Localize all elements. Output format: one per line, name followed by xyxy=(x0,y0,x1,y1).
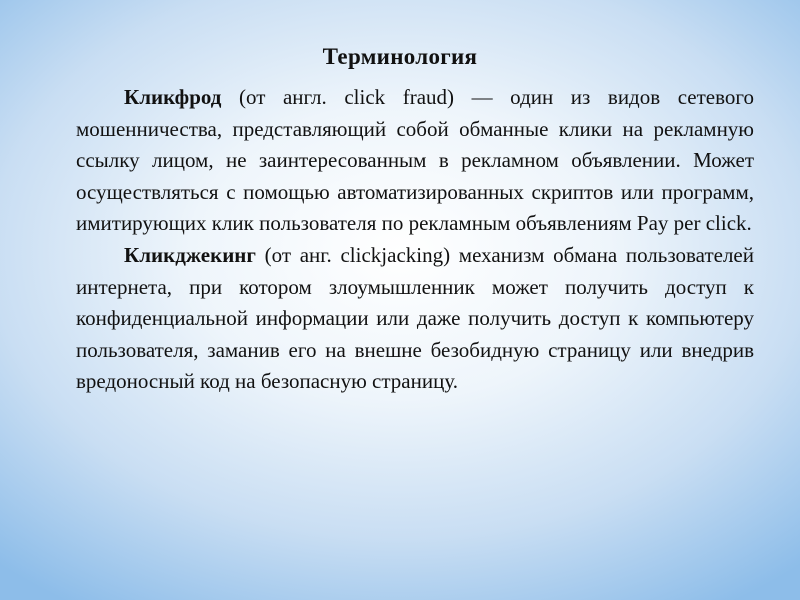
definition-clickjacking xyxy=(76,240,754,398)
slide-title: Терминология xyxy=(322,44,478,69)
definition-clickfraud xyxy=(76,82,754,240)
definition-clickfraud-text: (от англ. click fraud) — один из видов сетевого мошенничества, представляющий собой обманные клики на рекламную ссылку лицом, не заинтересованным в рекламном объявлении. Может осуществляться с помощью автоматизированных скриптов или программ, имитирующих клик пользователя по рекламным объявлениям Pay per click. xyxy=(76,85,754,236)
definition-clickjacking-text: (от анг. clickjacking) механизм обмана пользователей интернета, при котором злоумышленник может получить доступ к конфиденциальной информации или даже получить доступ к компьютеру пользователя, заманив его на внешне безобидную страницу или внедрив вредоносный код на безопасную страницу. xyxy=(76,242,754,394)
term-clickfraud: Кликфрод xyxy=(124,85,222,109)
slide-body xyxy=(76,82,754,398)
term-clickjacking: Кликджекинг xyxy=(124,242,256,267)
